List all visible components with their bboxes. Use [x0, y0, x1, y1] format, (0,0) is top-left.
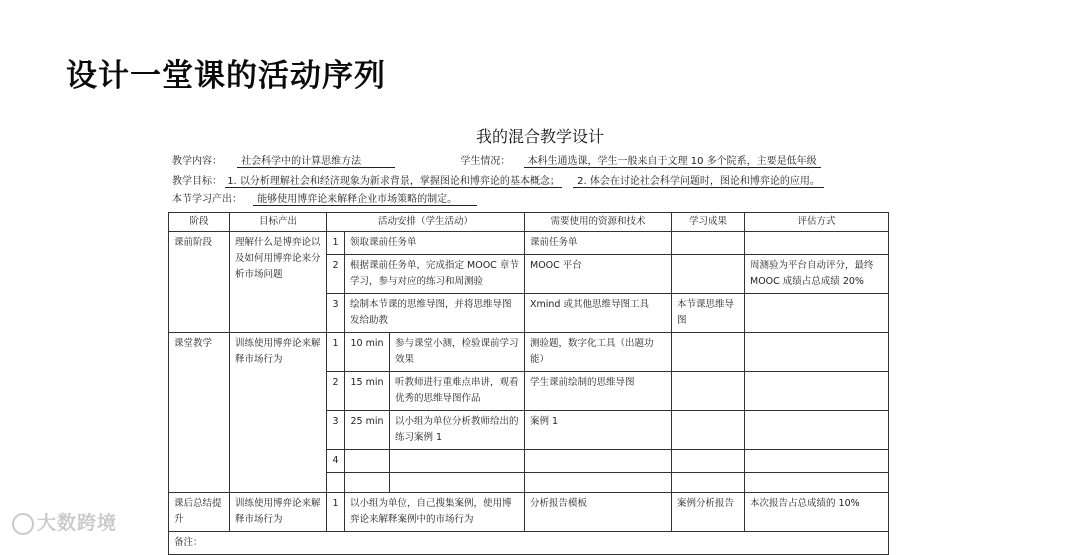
teaching-design-table — [168, 212, 889, 555]
evaluation-cell — [745, 411, 889, 450]
step-number: 1 — [327, 333, 345, 372]
step-number: 1 — [327, 232, 345, 255]
notes-row — [169, 532, 889, 555]
resource-cell: 测验题，数字化工具（出题功能） — [525, 333, 672, 372]
goal-2: 2. 体会在讨论社会科学问题时，图论和博弈论的应用。 — [573, 172, 824, 188]
meta-line-goals — [172, 172, 824, 188]
step-number: 4 — [327, 450, 345, 473]
activity-cell — [390, 450, 525, 473]
output-value: 能够使用博弈论来解释企业市场策略的制定。 — [253, 190, 477, 206]
table-header-row — [169, 213, 889, 232]
slide-title: 设计一堂课的活动序列 — [66, 58, 386, 94]
resource-cell: Xmind 或其他思维导图工具 — [525, 294, 672, 333]
header-stage: 阶段 — [169, 213, 230, 232]
document-title: 我的混合教学设计 — [475, 127, 604, 146]
resource-cell — [525, 473, 672, 493]
meta-line-output — [172, 190, 477, 206]
watermark — [12, 508, 117, 535]
header-result: 学习成果 — [672, 213, 745, 232]
activity-cell: 参与课堂小测，检验课前学习效果 — [390, 333, 525, 372]
evaluation-cell — [745, 473, 889, 493]
time-cell: 25 min — [345, 411, 390, 450]
activity-cell: 以小组为单位分析教师给出的练习案例 1 — [390, 411, 525, 450]
output-label: 本节学习产出： — [172, 194, 242, 205]
header-resource: 需要使用的资源和技术 — [525, 213, 672, 232]
step-number: 3 — [327, 411, 345, 450]
activity-cell: 领取课前任务单 — [345, 232, 525, 255]
table-row — [169, 232, 889, 255]
step-number — [327, 473, 345, 493]
evaluation-cell — [745, 333, 889, 372]
result-cell: 本节课思维导图 — [672, 294, 745, 333]
target-cell: 训练使用博弈论来解释市场行为 — [230, 493, 327, 532]
header-target: 目标产出 — [230, 213, 327, 232]
evaluation-cell — [745, 450, 889, 473]
resource-cell: 学生课前绘制的思维导图 — [525, 372, 672, 411]
step-number: 2 — [327, 255, 345, 294]
watermark-text: 大数跨境 — [37, 512, 118, 534]
step-number: 3 — [327, 294, 345, 333]
evaluation-cell — [745, 294, 889, 333]
step-number: 2 — [327, 372, 345, 411]
result-cell — [672, 255, 745, 294]
goal-label: 教学目标： — [172, 176, 222, 187]
evaluation-cell: 本次报告占总成绩的 10% — [745, 493, 889, 532]
time-cell — [345, 450, 390, 473]
resource-cell — [525, 450, 672, 473]
student-label: 学生情况： — [460, 156, 511, 167]
evaluation-cell: 周测验为平台自动评分，最终 MOOC 成绩占总成绩 20% — [745, 255, 889, 294]
step-number: 1 — [327, 493, 345, 532]
evaluation-cell — [745, 372, 889, 411]
evaluation-cell — [745, 232, 889, 255]
goal-1: 1. 以分析理解社会和经济现象为新求背景，掌握图论和博弈论的基本概念； — [225, 172, 562, 188]
result-cell — [672, 411, 745, 450]
activity-cell — [390, 473, 525, 493]
activity-cell: 绘制本节课的思维导图，并将思维导图发给助教 — [345, 294, 525, 333]
header-evaluation: 评估方式 — [745, 213, 889, 232]
stage-cell: 课后总结提升 — [169, 493, 230, 532]
teaching-content-label: 教学内容： — [172, 156, 222, 167]
time-cell — [345, 473, 390, 493]
activity-cell: 根据课前任务单，完成指定 MOOC 章节学习，参与对应的练习和周测验 — [345, 255, 525, 294]
target-cell: 训练使用博弈论来解释市场行为 — [230, 333, 327, 493]
table-row — [169, 493, 889, 532]
stage-cell: 课前阶段 — [169, 232, 230, 333]
result-cell — [672, 473, 745, 493]
student-value: 本科生通选课，学生一般来自于文理 10 多个院系，主要是低年级 — [524, 152, 821, 168]
target-cell: 理解什么是博弈论以及如何用博弈论来分析市场问题 — [230, 232, 327, 333]
result-cell: 案例分析报告 — [672, 493, 745, 532]
meta-line-content — [172, 152, 821, 168]
result-cell — [672, 333, 745, 372]
resource-cell: 分析报告模板 — [525, 493, 672, 532]
header-activity: 活动安排（学生活动） — [327, 213, 525, 232]
resource-cell: 案例 1 — [525, 411, 672, 450]
watermark-logo-icon — [12, 513, 34, 535]
result-cell — [672, 232, 745, 255]
resource-cell: 课前任务单 — [525, 232, 672, 255]
table-row — [169, 333, 889, 372]
teaching-content-value: 社会科学中的计算思维方法 — [237, 152, 395, 168]
time-cell: 10 min — [345, 333, 390, 372]
time-cell: 15 min — [345, 372, 390, 411]
stage-cell: 课堂教学 — [169, 333, 230, 493]
resource-cell: MOOC 平台 — [525, 255, 672, 294]
activity-cell: 听教师进行重难点串讲，观看优秀的思维导图作品 — [390, 372, 525, 411]
notes-cell: 备注： — [169, 532, 889, 555]
result-cell — [672, 372, 745, 411]
result-cell — [672, 450, 745, 473]
activity-cell: 以小组为单位，自己搜集案例，使用博弈论来解释案例中的市场行为 — [345, 493, 525, 532]
